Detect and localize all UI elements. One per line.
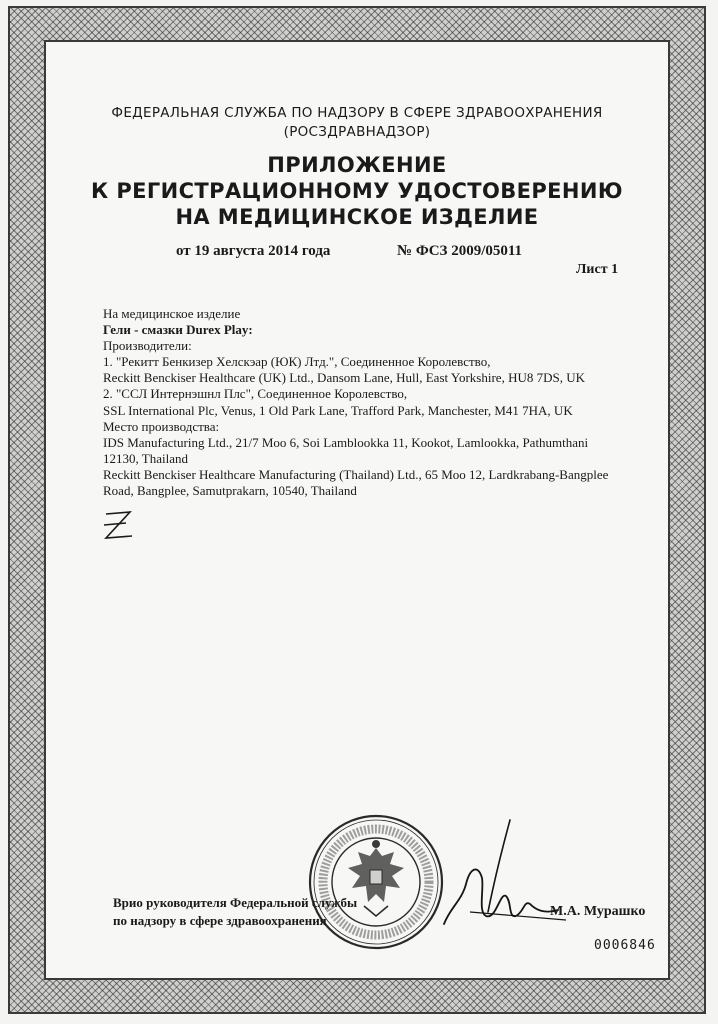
position-line-2: по надзору в сфере здравоохранения	[113, 913, 327, 928]
manufacturers-label: Производители:	[103, 338, 192, 354]
position-line-1: Врио руководителя Федеральной службы	[113, 895, 358, 910]
manufacturer-2-en: SSL International Plc, Venus, 1 Old Park Lane, Trafford Park, Manchester, M41 7HA, UK	[103, 402, 573, 418]
agency-header	[44, 104, 670, 142]
production-site-2: Reckitt Benckiser Healthcare Manufacturing (Thailand) Ltd., 65 Moo 12, Lardkrabang-Bangplee Road, Bangplee, Samutprakarn, 10540, Thailand	[103, 466, 609, 499]
signatory-position	[113, 894, 357, 930]
title-line-1: ПРИЛОЖЕНИЕ	[267, 153, 447, 177]
agency-abbreviation: (РОСЗДРАВНАДЗОР)	[283, 124, 431, 140]
agency-name: ФЕДЕРАЛЬНАЯ СЛУЖБА ПО НАДЗОРУ В СФЕРЕ ЗДРАВООХРАНЕНИЯ	[111, 105, 603, 121]
production-label: Место производства:	[103, 418, 220, 434]
product-name: Гели - смазки Durex Play:	[103, 322, 253, 338]
signature-icon	[426, 812, 566, 936]
official-seal-icon	[306, 812, 446, 952]
manufacturer-1-en: Reckitt Benckiser Healthcare (UK) Ltd., Dansom Lane, Hull, East Yorkshire, HU8 7DS, UK	[103, 370, 585, 386]
title-line-3: НА МЕДИЦИНСКОЕ ИЗДЕЛИЕ	[175, 205, 539, 229]
z-end-mark	[100, 508, 136, 544]
title-line-2: К РЕГИСТРАЦИОННОМУ УДОСТОВЕРЕНИЮ	[91, 179, 623, 203]
signer-name: М.А. Мурашко	[550, 904, 646, 919]
certificate-body	[103, 306, 623, 499]
manufacturer-2-ru: 2. "ССЛ Интернэшнл Плс", Соединенное Королевство,	[103, 386, 408, 402]
manufacturer-1-ru: 1. "Рекитт Бенкизер Хелскэар (ЮК) Лтд.", Соединенное Королевство,	[103, 354, 491, 370]
registration-date: от 19 августа 2014 года	[176, 243, 331, 259]
form-serial-number: 0006846	[594, 938, 656, 953]
production-site-1: IDS Manufacturing Ltd., 21/7 Moo 6, Soi Lamblookka 11, Kookot, Lamlookka, Pathumthani 12130, Thailand	[103, 434, 589, 466]
registration-number: № ФСЗ 2009/05011	[397, 243, 523, 259]
sheet-number: Лист 1	[576, 262, 619, 277]
intro-text: На медицинское изделие	[103, 306, 241, 321]
document-title	[44, 152, 670, 230]
